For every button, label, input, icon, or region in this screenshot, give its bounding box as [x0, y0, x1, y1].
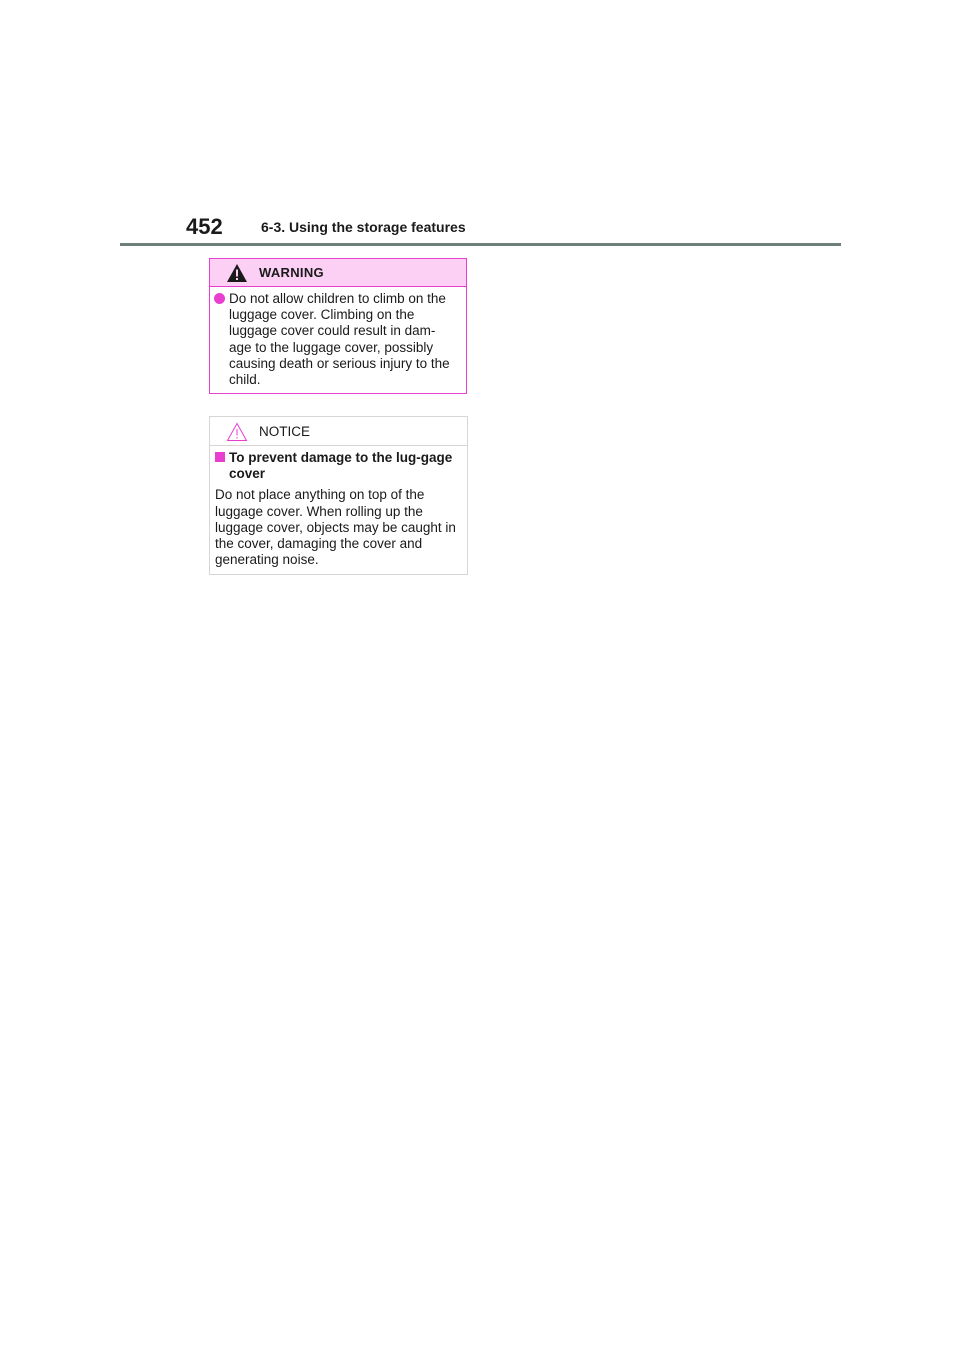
- notice-box: [209, 416, 468, 575]
- page-number: 452: [186, 214, 223, 239]
- section-title: 6-3. Using the storage features: [261, 219, 466, 235]
- caution-triangle-outline-icon: [226, 422, 248, 442]
- warning-header: [210, 259, 466, 287]
- notice-header: [210, 417, 467, 446]
- notice-text: Do not place anything on top of the luggage cover. When rolling up the luggage cover, objects may be caught in the cover, damaging the cover and generating noise.: [215, 487, 456, 568]
- warning-text: Do not allow children to climb on the luggage cover. Climbing on the luggage cover could result in dam-age to the luggage cover, possibly causing death or serious injury to the child.: [229, 291, 450, 388]
- bullet-square-icon: [215, 452, 225, 462]
- notice-subheading-text: To prevent damage to the lug-gage cover: [229, 450, 453, 482]
- header-rule: [120, 243, 841, 246]
- warning-bullet: [210, 287, 466, 388]
- notice-subheading: [210, 446, 467, 482]
- notice-title: NOTICE: [259, 424, 311, 439]
- warning-triangle-icon: [226, 263, 248, 283]
- warning-box: [209, 258, 467, 394]
- warning-title: WARNING: [259, 265, 324, 280]
- bullet-dot-icon: [214, 293, 225, 304]
